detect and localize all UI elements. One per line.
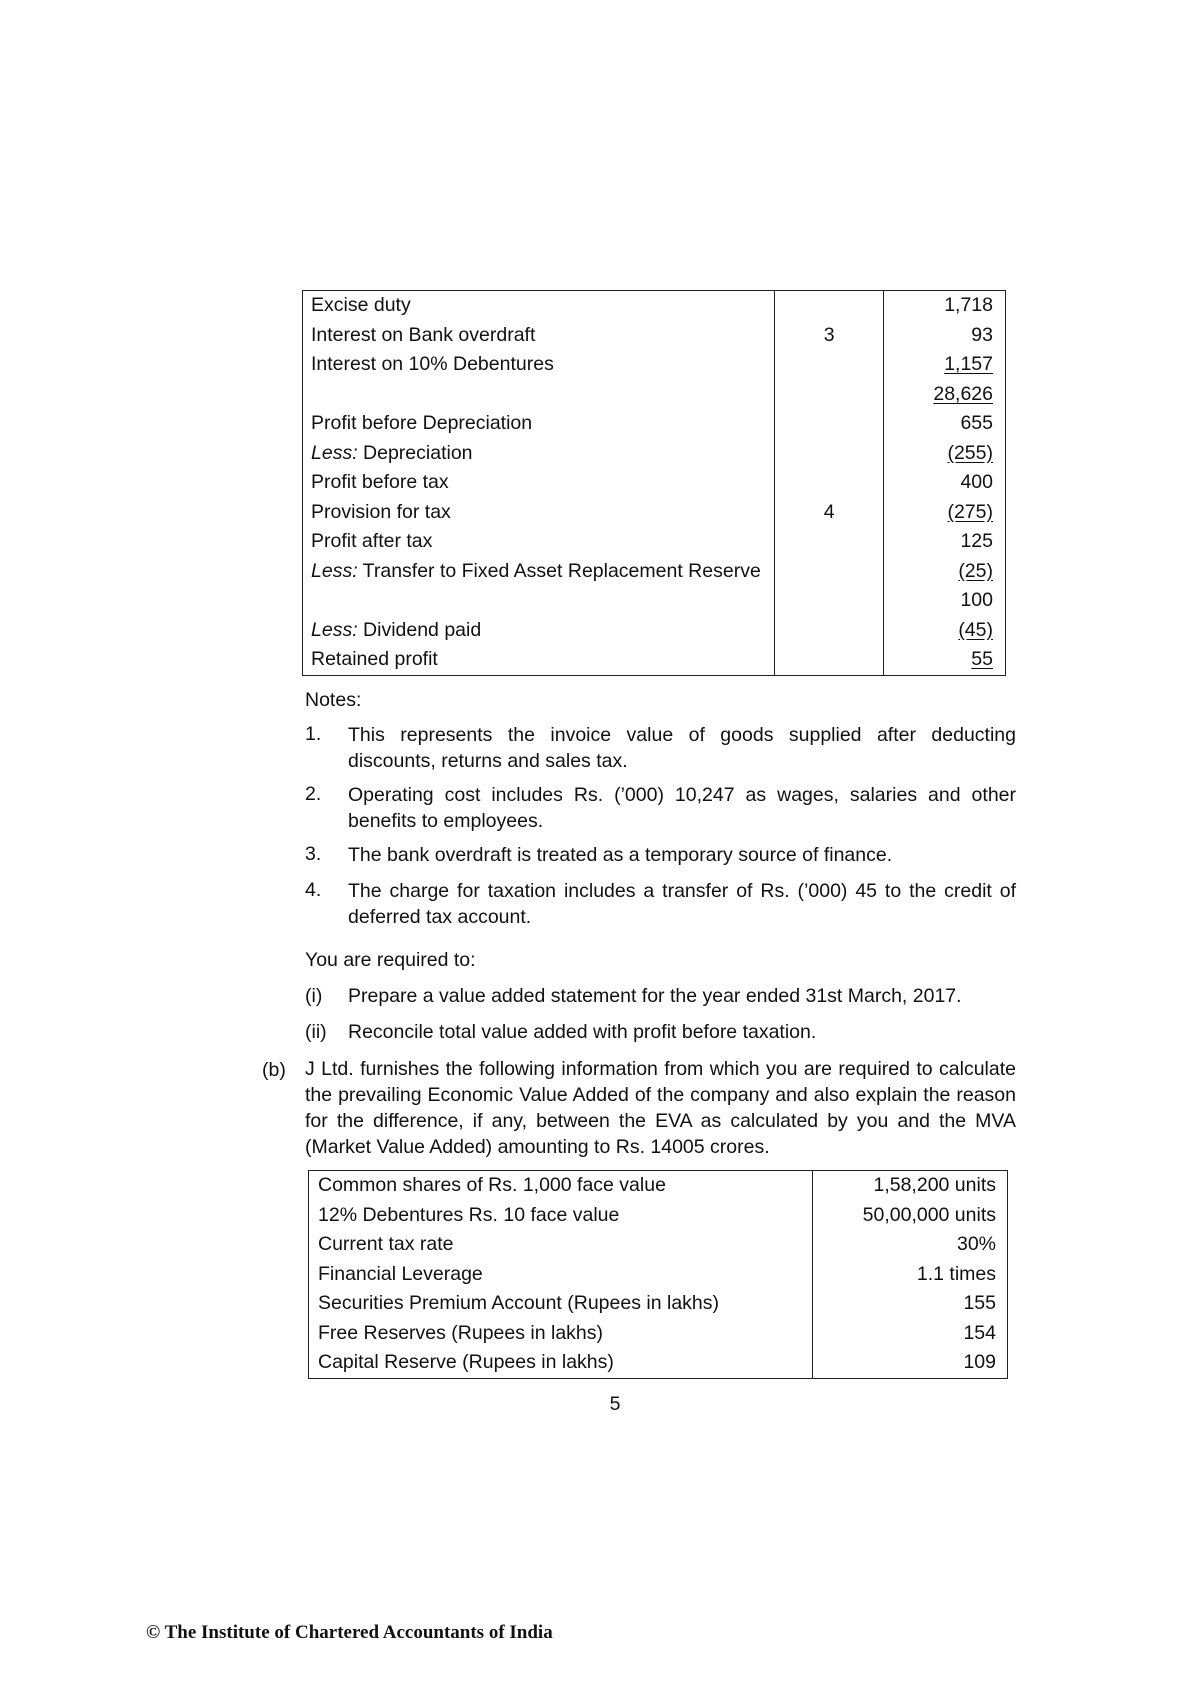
statement-note-ref: 3	[774, 321, 883, 351]
amount-value: 93	[971, 323, 993, 346]
statement-row	[303, 380, 1006, 410]
statement-particulars	[303, 616, 775, 646]
info-item: Securities Premium Account (Rupees in lakhs)	[309, 1289, 813, 1319]
statement-row	[303, 557, 1006, 587]
statement-label: Profit before Depreciation	[311, 412, 533, 434]
statement-label: Interest on 10% Debentures	[311, 353, 554, 375]
info-item: Financial Leverage	[309, 1260, 813, 1290]
requirement-number: (ii)	[305, 1021, 327, 1043]
statement-label: Profit after tax	[311, 530, 433, 552]
statement-label: Provision for tax	[311, 500, 451, 523]
amount-value: 100	[960, 589, 993, 611]
statement-amount	[884, 439, 1006, 469]
statement-label: Profit before tax	[311, 471, 449, 493]
info-row	[309, 1230, 1008, 1260]
statement-amount	[884, 645, 1006, 675]
statement-amount	[884, 291, 1006, 321]
statement-note-ref	[774, 586, 883, 616]
statement-row	[303, 468, 1006, 498]
info-item: Capital Reserve (Rupees in lakhs)	[309, 1348, 813, 1378]
amount-value: 400	[960, 471, 993, 493]
requirement-text: Reconcile total value added with profit before taxation.	[348, 1021, 817, 1043]
statement-particulars	[303, 321, 775, 351]
statement-note-ref	[774, 380, 883, 410]
statement-note-ref	[774, 616, 883, 646]
requirement-number: (i)	[305, 985, 323, 1007]
required-heading: You are required to:	[305, 949, 476, 971]
statement-amount	[884, 557, 1006, 587]
note-text: Operating cost includes Rs. (’000) 10,247 as wages, salaries and other benefits to employees.	[348, 784, 1016, 832]
statement-row	[303, 291, 1006, 321]
statement-amount	[884, 380, 1006, 410]
info-value: 154	[963, 1321, 996, 1344]
note-text: This represents the invoice value of goods supplied after deducting discounts, returns and sales tax.	[348, 724, 1016, 772]
info-item: Free Reserves (Rupees in lakhs)	[309, 1319, 813, 1349]
info-item: Current tax rate	[309, 1230, 813, 1260]
statement-label: Dividend paid	[357, 618, 482, 641]
less-prefix: Less:	[311, 559, 358, 582]
statement-label: Transfer to Fixed Asset Replacement Reserve	[357, 559, 761, 582]
info-row	[309, 1201, 1008, 1231]
part-b-text: J Ltd. furnishes the following information from which you are required to calculate the prevailing Economic Value Added of the company and also explain the reason for the difference, if any, between the EVA as calculated by you and the MVA (Market Value Added) amounting to Rs. 14005 crores.	[305, 1058, 1016, 1158]
amount-value: (255)	[947, 441, 993, 464]
statement-row	[303, 321, 1006, 351]
info-row	[309, 1260, 1008, 1290]
statement-note-ref	[774, 439, 883, 469]
info-row	[309, 1171, 1008, 1201]
statement-note-ref	[774, 557, 883, 587]
note-number: 2.	[305, 783, 322, 805]
statement-amount	[884, 586, 1006, 616]
statement-particulars	[303, 291, 775, 321]
info-item: Common shares of Rs. 1,000 face value	[309, 1171, 813, 1201]
statement-row	[303, 350, 1006, 380]
statement-label: Retained profit	[311, 648, 438, 670]
part-b-label: (b)	[262, 1059, 286, 1081]
amount-value: 55	[971, 648, 993, 670]
statement-row	[303, 645, 1006, 675]
note-number: 1.	[305, 723, 322, 745]
amount-value: 655	[960, 412, 993, 434]
statement-label: Excise duty	[311, 294, 411, 316]
info-value: 30%	[956, 1233, 996, 1255]
statement-row	[303, 527, 1006, 557]
statement-particulars	[303, 439, 775, 469]
note-text: The charge for taxation includes a transfer of Rs. (’000) 45 to the credit of deferred tax account.	[348, 880, 1016, 928]
statement-particulars	[303, 586, 775, 616]
info-row	[309, 1348, 1008, 1378]
info-row	[309, 1289, 1008, 1319]
statement-particulars	[303, 409, 775, 439]
note-number: 3.	[305, 843, 322, 865]
less-prefix: Less:	[311, 441, 358, 464]
statement-row	[303, 498, 1006, 528]
statement-particulars	[303, 468, 775, 498]
statement-amount	[884, 409, 1006, 439]
amount-value: 28,626	[933, 382, 993, 405]
requirement-text: Prepare a value added statement for the year ended 31st March, 2017.	[348, 985, 962, 1007]
statement-particulars	[303, 498, 775, 528]
statement-particulars	[303, 557, 775, 587]
statement-amount	[884, 498, 1006, 528]
statement-amount	[884, 350, 1006, 380]
footer-copyright: © The Institute of Chartered Accountants of India	[146, 1622, 553, 1643]
statement-amount	[884, 321, 1006, 351]
statement-note-ref	[774, 291, 883, 321]
amount-value: 1,718	[944, 294, 993, 316]
statement-particulars	[303, 350, 775, 380]
info-value: 109	[963, 1351, 996, 1373]
statement-note-ref: 4	[774, 498, 883, 528]
info-item: 12% Debentures Rs. 10 face value	[309, 1201, 813, 1231]
less-prefix: Less:	[311, 618, 358, 641]
amount-value: (275)	[947, 500, 993, 523]
statement-note-ref	[774, 350, 883, 380]
statement-particulars	[303, 380, 775, 410]
statement-label: Interest on Bank overdraft	[311, 323, 536, 346]
note-text: The bank overdraft is treated as a temporary source of finance.	[348, 844, 893, 866]
info-value: 155	[963, 1292, 996, 1314]
profit-statement-table	[302, 290, 1006, 676]
company-info-table	[308, 1170, 1008, 1379]
statement-note-ref	[774, 409, 883, 439]
statement-label: Depreciation	[357, 441, 473, 464]
statement-particulars	[303, 527, 775, 557]
info-value: 1,58,200 units	[873, 1174, 996, 1196]
statement-note-ref	[774, 468, 883, 498]
statement-note-ref	[774, 645, 883, 675]
statement-amount	[884, 468, 1006, 498]
amount-value: 1,157	[944, 353, 993, 375]
statement-note-ref	[774, 527, 883, 557]
statement-row	[303, 616, 1006, 646]
info-value: 1.1 times	[916, 1262, 996, 1285]
statement-amount	[884, 616, 1006, 646]
statement-amount	[884, 527, 1006, 557]
page-number: 5	[609, 1393, 621, 1415]
statement-row	[303, 409, 1006, 439]
statement-row	[303, 586, 1006, 616]
amount-value: (45)	[958, 618, 993, 641]
amount-value: 125	[960, 530, 993, 552]
statement-particulars	[303, 645, 775, 675]
info-value: 50,00,000 units	[862, 1203, 996, 1226]
info-row	[309, 1319, 1008, 1349]
note-number: 4.	[305, 879, 322, 901]
amount-value: (25)	[958, 559, 993, 582]
statement-row	[303, 439, 1006, 469]
notes-heading: Notes:	[305, 689, 362, 711]
